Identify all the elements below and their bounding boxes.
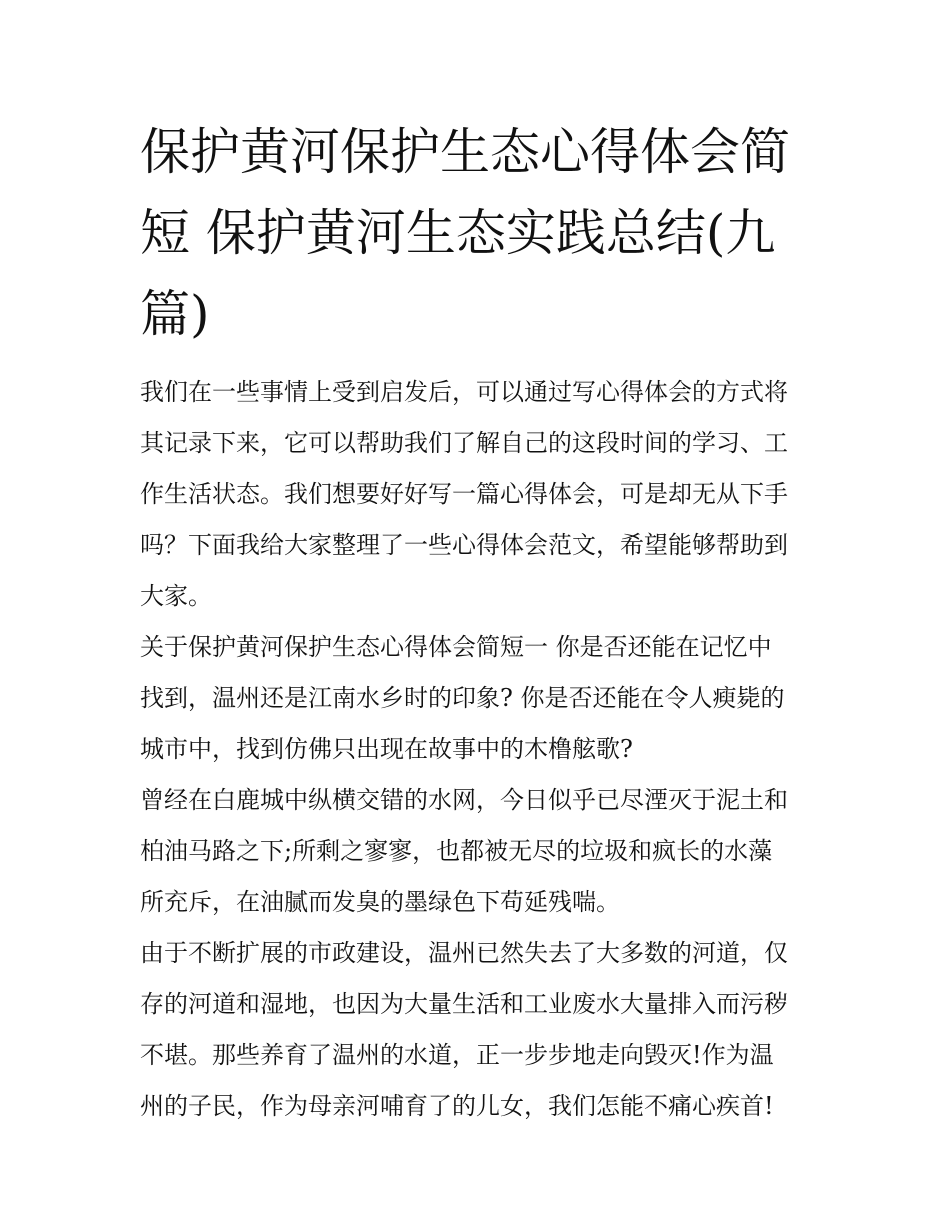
document-body xyxy=(140,367,815,1132)
body-line: 州的子民，作为母亲河哺育了的儿女，我们怎能不痛心疾首! xyxy=(140,1092,774,1120)
body-line: 由于不断扩展的市政建设，温州已然失去了大多数的河道，仅 xyxy=(140,939,788,967)
body-line: 吗？下面我给大家整理了一些心得体会范文，希望能够帮助到 xyxy=(140,531,788,559)
body-line: 其记录下来，它可以帮助我们了解自己的这段时间的学习、工 xyxy=(140,429,788,457)
title-line: 篇) xyxy=(140,285,210,343)
body-line: 柏油马路之下;所剩之寥寥，也都被无尽的垃圾和疯长的水藻 xyxy=(140,837,773,865)
body-line: 存的河道和湿地，也因为大量生活和工业废水大量排入而污秽 xyxy=(140,990,788,1018)
body-line: 找到，温州还是江南水乡时的印象? 你是否还能在令人瘐毙的 xyxy=(140,684,785,712)
body-line: 城市中，找到仿佛只出现在故事中的木橹舷歌? xyxy=(140,735,633,763)
title-line: 短 保护黄河生态实践总结(九 xyxy=(140,204,776,262)
body-line: 大家。 xyxy=(140,582,212,610)
body-line: 不堪。那些养育了温州的水道，正一步步地走向毁灭!作为温 xyxy=(140,1041,774,1069)
document-content xyxy=(140,112,815,1132)
title-line: 保护黄河保护生态心得体会简 xyxy=(140,123,790,181)
body-line: 曾经在白鹿城中纵横交错的水网，今日似乎已尽湮灭于泥土和 xyxy=(140,786,788,814)
body-line: 作生活状态。我们想要好好写一篇心得体会，可是却无从下手 xyxy=(140,480,788,508)
body-line: 关于保护黄河保护生态心得体会简短一 你是否还能在记忆中 xyxy=(140,633,772,661)
document-title xyxy=(140,112,815,355)
body-line: 我们在一些事情上受到启发后，可以通过写心得体会的方式将 xyxy=(140,378,788,406)
body-line: 所充斥，在油腻而发臭的墨绿色下苟延残喘。 xyxy=(140,888,620,916)
